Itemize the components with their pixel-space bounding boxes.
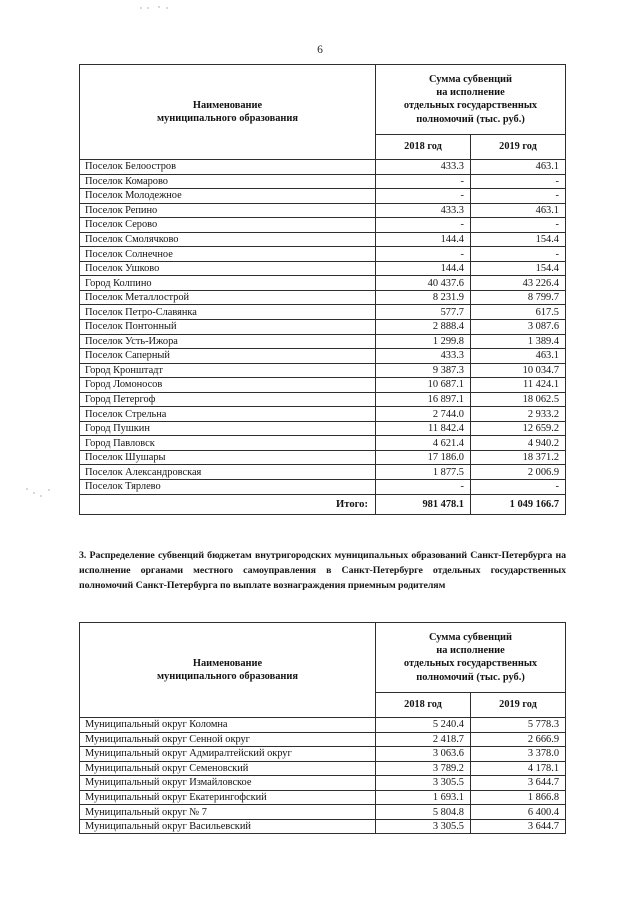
row-value-2019: 154.4: [471, 261, 566, 276]
table-row: [80, 732, 566, 747]
row-name: Поселок Шушары: [80, 450, 376, 465]
row-value-2018: 2 744.0: [376, 407, 471, 422]
row-value-2018: 5 804.8: [376, 805, 471, 820]
row-name: Город Колпино: [80, 276, 376, 291]
row-value-2019: -: [471, 247, 566, 262]
section-paragraph-3: 3. Распределение субвенций бюджетам внутригородских муниципальных образований Санкт-Петербурга на исполнение органами местного самоуправления в Санкт-Петербурге отдельных государственных полномочий Санкт-Петербурга по выплате вознаграждения приемным родителям: [79, 550, 566, 592]
row-value-2019: -: [471, 189, 566, 204]
table-header: [80, 65, 566, 160]
row-value-2018: 40 437.6: [376, 276, 471, 291]
sum-header-line4: полномочий (тыс. руб.): [416, 671, 525, 683]
scan-speck: [40, 495, 42, 497]
row-value-2018: 9 387.3: [376, 363, 471, 378]
column-header-name: [80, 623, 376, 718]
row-name: Муниципальный округ Коломна: [80, 718, 376, 733]
scan-speck: [26, 488, 28, 490]
row-name: Поселок Серово: [80, 218, 376, 233]
subventions-table-districts: [79, 64, 566, 515]
row-value-2019: 11 424.1: [471, 378, 566, 393]
subventions-table-municipal-okrugs: [79, 622, 566, 834]
page-number: 6: [317, 44, 323, 56]
table-row: [80, 247, 566, 262]
row-value-2018: -: [376, 247, 471, 262]
sum-header-line4: полномочий (тыс. руб.): [416, 113, 525, 125]
row-value-2019: 154.4: [471, 232, 566, 247]
row-value-2018: 3 063.6: [376, 747, 471, 762]
table-row: [80, 480, 566, 495]
row-name: Муниципальный округ Адмиралтейский округ: [80, 747, 376, 762]
row-name: Муниципальный округ Сенной округ: [80, 732, 376, 747]
row-value-2018: 3 305.5: [376, 819, 471, 834]
scan-speck: [166, 7, 168, 9]
table-row: [80, 776, 566, 791]
table-row: [80, 218, 566, 233]
row-name: Поселок Петро-Славянка: [80, 305, 376, 320]
table-row: [80, 747, 566, 762]
row-value-2019: -: [471, 480, 566, 495]
row-value-2019: 18 371.2: [471, 450, 566, 465]
row-name: Поселок Саперный: [80, 349, 376, 364]
table-row: [80, 232, 566, 247]
table-row: [80, 407, 566, 422]
row-value-2018: -: [376, 189, 471, 204]
row-name: Поселок Металлострой: [80, 290, 376, 305]
row-value-2018: 16 897.1: [376, 392, 471, 407]
table-footer: [80, 494, 566, 514]
row-value-2018: 4 621.4: [376, 436, 471, 451]
row-name: Поселок Стрельна: [80, 407, 376, 422]
table-row: [80, 805, 566, 820]
table-row: [80, 421, 566, 436]
row-value-2018: 10 687.1: [376, 378, 471, 393]
row-value-2019: 463.1: [471, 203, 566, 218]
row-value-2019: 463.1: [471, 160, 566, 175]
sum-header-line3: отдельных государственных: [403, 100, 538, 112]
scan-speck: [33, 492, 35, 494]
column-header-sum: [376, 65, 566, 135]
column-header-year-2019: 2019 год: [471, 134, 566, 159]
row-value-2019: 2 666.9: [471, 732, 566, 747]
row-value-2018: 11 842.4: [376, 421, 471, 436]
row-value-2019: 3 378.0: [471, 747, 566, 762]
row-name: Город Ломоносов: [80, 378, 376, 393]
row-value-2018: 8 231.9: [376, 290, 471, 305]
row-name: Поселок Солнечное: [80, 247, 376, 262]
row-value-2019: -: [471, 218, 566, 233]
table-row: [80, 305, 566, 320]
row-name: Город Пушкин: [80, 421, 376, 436]
column-header-name-line1: Наименование: [192, 657, 263, 669]
row-value-2019: 2 006.9: [471, 465, 566, 480]
row-name: Поселок Ушково: [80, 261, 376, 276]
scan-speck: [158, 6, 160, 8]
row-value-2018: 17 186.0: [376, 450, 471, 465]
column-header-year-2018: 2018 год: [376, 692, 471, 717]
row-value-2019: 3 644.7: [471, 776, 566, 791]
sum-header-line2: на исполнение: [436, 87, 505, 99]
table-header: [80, 623, 566, 718]
row-value-2018: 144.4: [376, 261, 471, 276]
table-row: [80, 718, 566, 733]
row-value-2018: 1 693.1: [376, 790, 471, 805]
row-value-2019: 3 087.6: [471, 320, 566, 335]
total-row: [80, 494, 566, 514]
row-value-2019: 617.5: [471, 305, 566, 320]
row-name: Муниципальный округ Измайловское: [80, 776, 376, 791]
column-header-name: [80, 65, 376, 160]
scan-speck: [48, 489, 50, 491]
row-value-2019: 463.1: [471, 349, 566, 364]
row-value-2018: 2 418.7: [376, 732, 471, 747]
row-value-2019: 2 933.2: [471, 407, 566, 422]
table-row: [80, 261, 566, 276]
table-row: [80, 276, 566, 291]
table-row: [80, 378, 566, 393]
table-body: [80, 160, 566, 495]
table-row: [80, 320, 566, 335]
row-name: Поселок Молодежное: [80, 189, 376, 204]
sum-header-line1: Сумма субвенций: [428, 73, 513, 85]
total-2019: 1 049 166.7: [471, 494, 566, 514]
scan-speck: [140, 7, 142, 9]
row-value-2018: 144.4: [376, 232, 471, 247]
row-value-2019: 18 062.5: [471, 392, 566, 407]
row-name: Город Павловск: [80, 436, 376, 451]
row-value-2019: 5 778.3: [471, 718, 566, 733]
row-name: Поселок Белоостров: [80, 160, 376, 175]
row-name: Поселок Усть-Ижора: [80, 334, 376, 349]
row-value-2018: -: [376, 480, 471, 495]
row-name: Город Петергоф: [80, 392, 376, 407]
sum-header-line1: Сумма субвенций: [428, 631, 513, 643]
column-header-year-2018: 2018 год: [376, 134, 471, 159]
table-row: [80, 349, 566, 364]
row-name: Поселок Комарово: [80, 174, 376, 189]
row-value-2019: 1 389.4: [471, 334, 566, 349]
table-row: [80, 392, 566, 407]
row-name: Муниципальный округ Васильевский: [80, 819, 376, 834]
row-value-2018: 433.3: [376, 203, 471, 218]
row-name: Поселок Тярлево: [80, 480, 376, 495]
row-value-2019: 10 034.7: [471, 363, 566, 378]
table-row: [80, 189, 566, 204]
column-header-year-2019: 2019 год: [471, 692, 566, 717]
table-row: [80, 363, 566, 378]
row-value-2018: 5 240.4: [376, 718, 471, 733]
row-name: Город Кронштадт: [80, 363, 376, 378]
column-header-name-line1: Наименование: [192, 99, 263, 111]
table-row: [80, 450, 566, 465]
table-row: [80, 465, 566, 480]
row-value-2019: 3 644.7: [471, 819, 566, 834]
row-value-2018: 3 789.2: [376, 761, 471, 776]
row-name: Поселок Понтонный: [80, 320, 376, 335]
table-row: [80, 334, 566, 349]
row-value-2018: 433.3: [376, 349, 471, 364]
row-value-2018: 2 888.4: [376, 320, 471, 335]
table-row: [80, 761, 566, 776]
table-row: [80, 174, 566, 189]
row-value-2018: 3 305.5: [376, 776, 471, 791]
column-header-name-line2: муниципального образования: [156, 113, 299, 124]
total-2018: 981 478.1: [376, 494, 471, 514]
table-row: [80, 819, 566, 834]
total-label: Итого:: [80, 494, 376, 514]
row-value-2018: 433.3: [376, 160, 471, 175]
column-header-sum: [376, 623, 566, 693]
table-row: [80, 436, 566, 451]
sum-header-line2: на исполнение: [436, 645, 505, 657]
row-value-2018: 1 299.8: [376, 334, 471, 349]
row-value-2019: 12 659.2: [471, 421, 566, 436]
table-row: [80, 790, 566, 805]
table-body: [80, 718, 566, 834]
table-row: [80, 160, 566, 175]
row-value-2019: -: [471, 174, 566, 189]
row-name: Муниципальный округ № 7: [80, 805, 376, 820]
scan-speck: [147, 7, 149, 9]
row-value-2018: -: [376, 218, 471, 233]
sum-header-line3: отдельных государственных: [403, 658, 538, 670]
column-header-name-line2: муниципального образования: [156, 671, 299, 682]
row-name: Поселок Александровская: [80, 465, 376, 480]
row-value-2019: 1 866.8: [471, 790, 566, 805]
row-name: Муниципальный округ Семеновский: [80, 761, 376, 776]
table-row: [80, 203, 566, 218]
row-value-2019: 4 178.1: [471, 761, 566, 776]
row-name: Муниципальный округ Екатерингофский: [80, 790, 376, 805]
table-row: [80, 290, 566, 305]
row-value-2019: 43 226.4: [471, 276, 566, 291]
row-name: Поселок Смолячково: [80, 232, 376, 247]
row-value-2018: 577.7: [376, 305, 471, 320]
row-value-2018: 1 877.5: [376, 465, 471, 480]
row-value-2019: 6 400.4: [471, 805, 566, 820]
row-value-2019: 4 940.2: [471, 436, 566, 451]
row-value-2019: 8 799.7: [471, 290, 566, 305]
row-name: Поселок Репино: [80, 203, 376, 218]
row-value-2018: -: [376, 174, 471, 189]
